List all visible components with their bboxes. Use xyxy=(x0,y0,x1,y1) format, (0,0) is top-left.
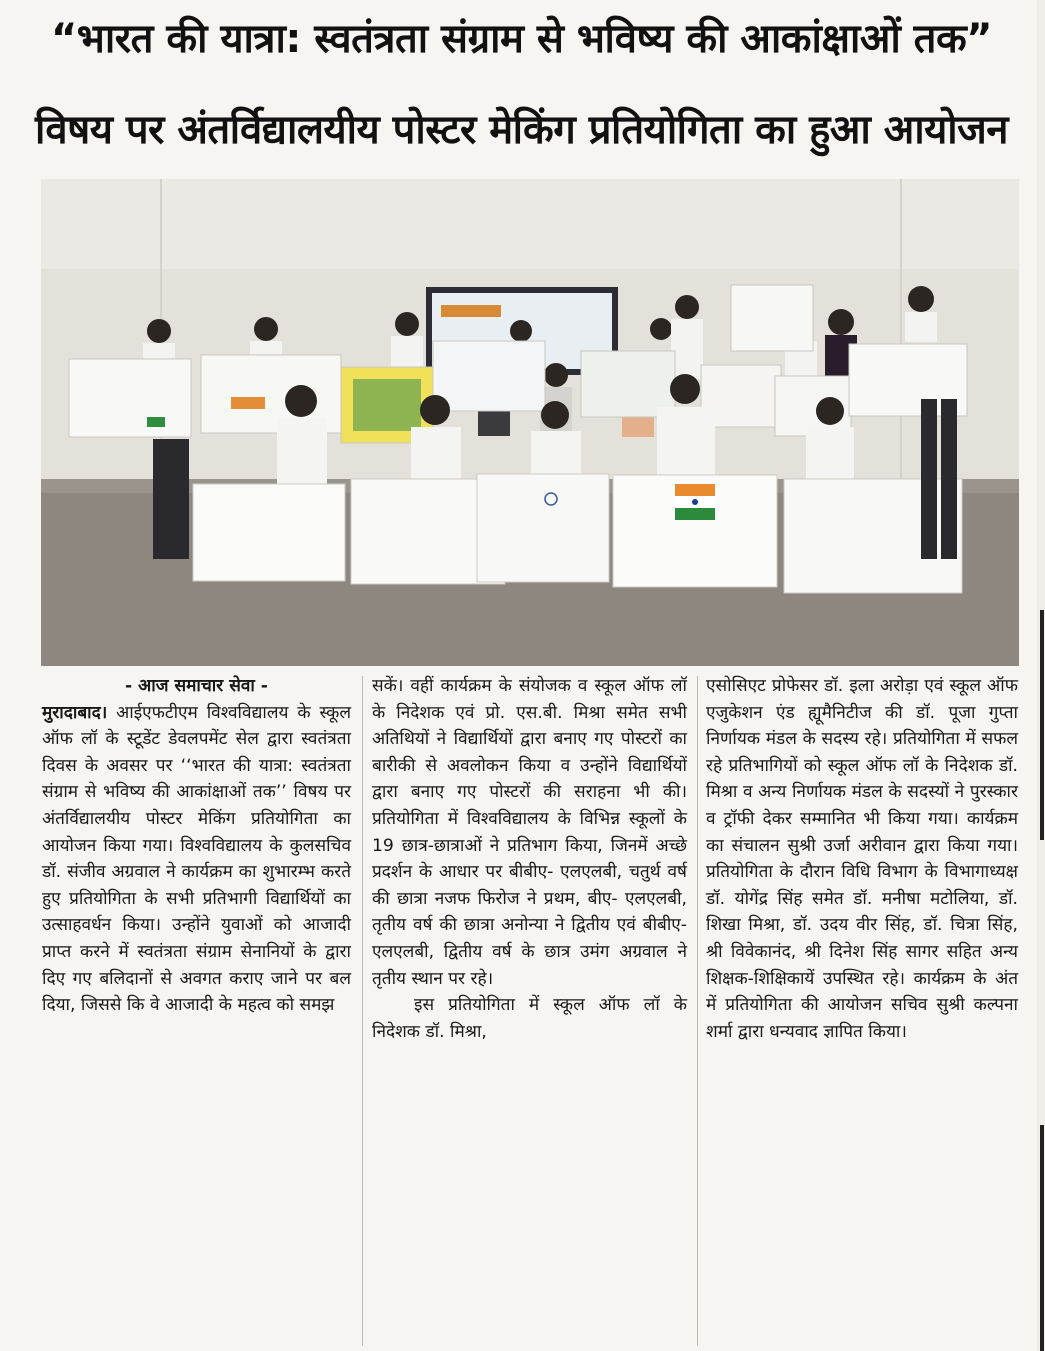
article-body-col3: एसोसिएट प्रोफेसर डॉ. इला अरोड़ा एवं स्कूल ऑफ एजुकेशन एंड ह्यूमैनिटीज की डॉ. पूजा गुप्ता निर्णायक मंडल के सदस्य रहे। प्रतियोगिता में सफल रहे प्रतिभागियों को स्कूल ऑफ लॉ के निदेशक डॉ. मिश्रा व अन्य निर्णायक मंडल के सदस्यों ने पुरस्कार व ट्रॉफी देकर सम्मानित भी किया गया। कार्यक्रम का संचालन सुश्री उर्जा अरीवान द्वारा किया गया। प्रतियोगिता के दौरान विधि विभाग के विभागाध्यक्ष डॉ. योगेंद्र सिंह समेत डॉ. मनीषा मटोलिया, डॉ. शिखा मिश्रा, डॉ. उदय वीर सिंह, डॉ. चित्रा सिंह, श्री विवेकानंद, श्री दिनेश सिंह सागर सहित अन्य शिक्षक-शिक्षिकायें उपस्थित रहे। कार्यक्रम के अंत में प्रतियोगिता की आयोजन सचिव सुश्री कल्पना शर्मा द्वारा धन्यवाद ज्ञापित किया। xyxy=(706,676,1018,1042)
headline-line-1: “भारत की यात्रा: स्वतंत्रता संग्राम से भविष्य की आकांक्षाओं तक” xyxy=(51,16,992,62)
article-body-col2: सकें। वहीं कार्यक्रम के संयोजक व स्कूल ऑफ लॉ के निदेशक एवं प्रो. एस.बी. मिश्रा समेत सभी अतिथियों ने विद्यार्थियों द्वारा बनाए गए पोस्टरों का बारीकी से अवलोकन किया व उन्होंने विद्यार्थियों द्वारा बनाए गए पोस्टरों की सराहना भी की। प्रतियोगिता में विश्वविद्यालय के विभिन्न स्कूलों के 19 छात्र-छात्राओं ने प्रतिभाग किया, जिनमें अच्छे प्रदर्शन के आधार पर बीबीए- एलएलबी, चतुर्थ वर्ष की छात्रा नजफ फिरोज ने प्रथम, बीए- एलएलबी, तृतीय वर्ष की छात्रा अनोन्या ने द्वितीय एवं बीबीए- एलएलबी, द्वितीय वर्ष के छात्र उमंग अग्रवाल ने तृतीय स्थान पर रहे। xyxy=(372,676,687,989)
article-column-2 xyxy=(372,673,687,1045)
article-paragraph xyxy=(42,700,351,1019)
news-photo xyxy=(41,179,1019,666)
article-dateline: मुरादाबाद। xyxy=(42,702,108,723)
column-divider xyxy=(697,676,698,1346)
article-column-1 xyxy=(42,673,351,1019)
adjacent-column-fragment xyxy=(1040,610,1044,840)
adjacent-column-fragment xyxy=(1040,1125,1044,1351)
article-byline: - आज समाचार सेवा - xyxy=(125,676,268,696)
article-body-col1: आईएफटीएम विश्वविद्यालय के स्कूल ऑफ लॉ के स्टूडेंट डेवलपमेंट सेल द्वारा स्वतंत्रता दिवस के अवसर पर ‘‘भारत की यात्रा: स्वतंत्रता संग्राम से भविष्य की आकांक्षाओं तक’’ विषय पर अंतर्विद्यालयीय पोस्टर मेकिंग प्रतियोगिता का आयोजन किया गया। विश्वविद्यालय के कुलसचिव डॉ. संजीव अग्रवाल ने कार्यक्रम का शुभारम्भ करते हुए प्रतियोगिता के सभी प्रतिभागी विद्यार्थियों का उत्साहवर्धन किया। उन्होंने युवाओं को आजादी प्राप्त करने में स्वतंत्रता संग्राम सेनानियों के द्वारा दिए गए बलिदानों से अवगत कराए जाने पर बल दिया, जिससे कि वे आजादी के महत्व को समझ xyxy=(42,702,351,1016)
column-divider xyxy=(362,676,363,1346)
article-column-3 xyxy=(706,673,1018,1045)
headline-line-2: विषय पर अंतर्विद्यालयीय पोस्टर मेकिंग प्रतियोगिता का हुआ आयोजन xyxy=(34,107,1009,153)
article-body-col2-para2: इस प्रतियोगिता में स्कूल ऑफ लॉ के निदेशक डॉ. मिश्रा, xyxy=(372,995,687,1042)
